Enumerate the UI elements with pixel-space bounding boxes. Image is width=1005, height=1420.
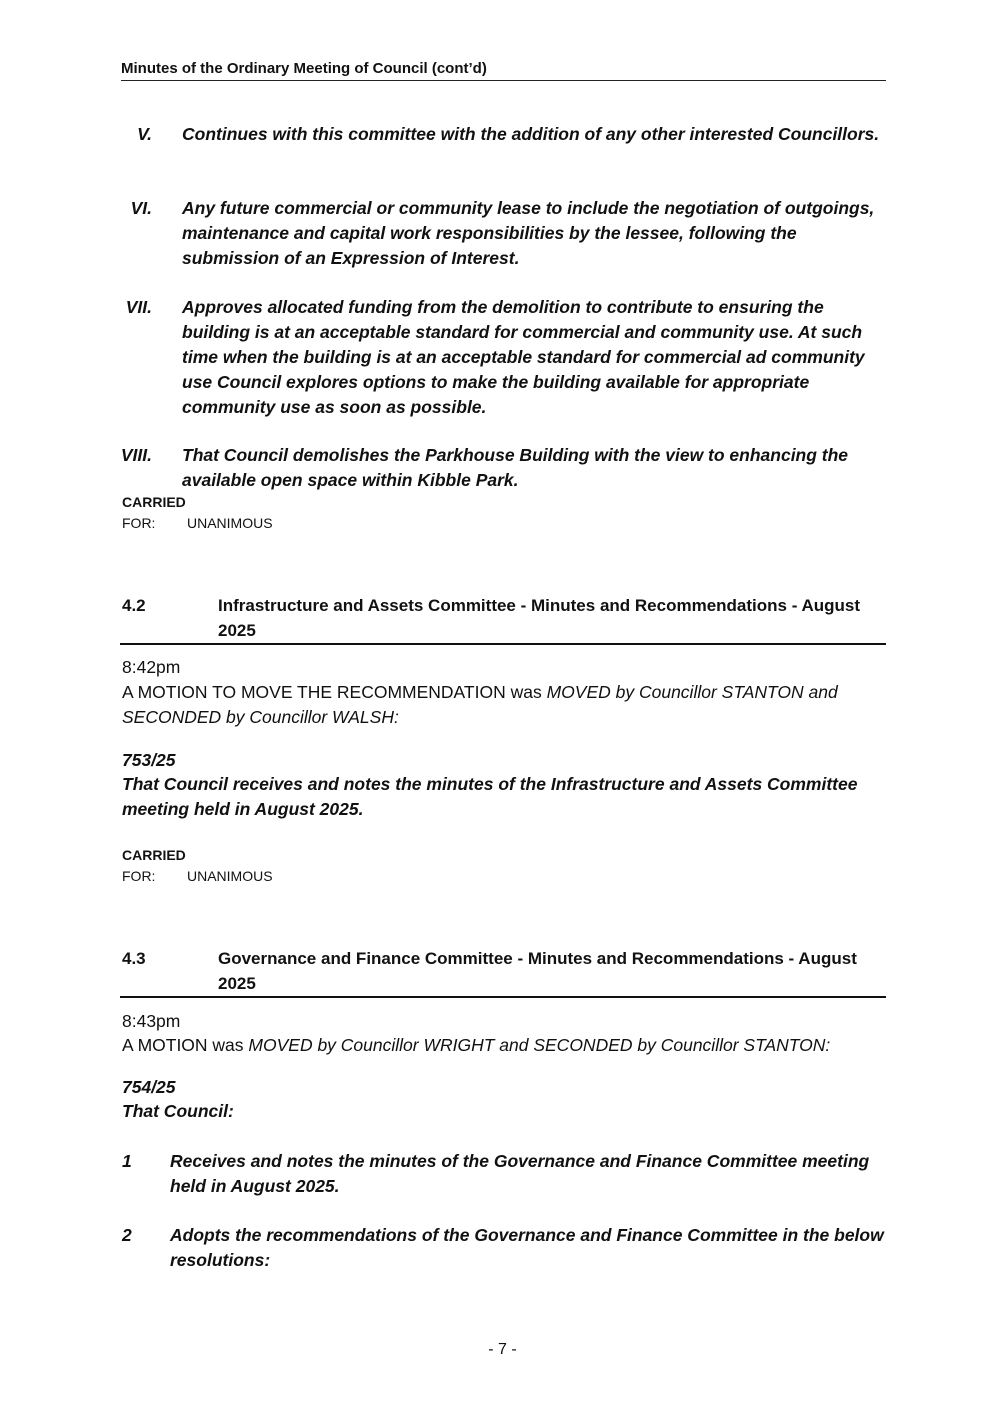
point-number: 1 <box>122 1151 132 1171</box>
item-text: That Council demolishes the Parkhouse Building with the view to enhancing the available open space within Kibble Park. <box>182 445 849 490</box>
vote-value: UNANIMOUS <box>187 868 273 884</box>
motion-time: 8:42pm <box>122 657 181 677</box>
motion-movers: MOVED by Councillor WRIGHT and SECONDED by Councillor STANTON: <box>248 1035 831 1055</box>
item-number: VI. <box>130 198 152 218</box>
motion-text <box>122 680 892 730</box>
section-number: 4.3 <box>122 949 146 968</box>
item-number: VIII. <box>120 445 152 465</box>
section-heading-4-2 <box>120 593 886 645</box>
point-text: Adopts the recommendations of the Governance and Finance Committee in the below resolutions: <box>170 1225 884 1270</box>
item-text: Approves allocated funding from the demolition to contribute to ensuring the building is at an acceptable standard for commercial and community use. At such time when the building is at an acceptable standard for commercial ad community use Council explores options to make the building available for appropriate community use as soon as possible. <box>182 297 865 417</box>
section-title: Governance and Finance Committee - Minutes and Recommendations - August 2025 <box>218 949 857 993</box>
resolution-number: 754/25 <box>122 1077 176 1097</box>
point-number: 2 <box>122 1225 132 1245</box>
item-text: Continues with this committee with the addition of any other interested Councillors. <box>182 124 880 144</box>
motion-time: 8:43pm <box>122 1011 181 1031</box>
carried-label: CARRIED <box>122 847 186 863</box>
motion-text <box>122 1033 892 1058</box>
page-number: - 7 - <box>488 1341 517 1358</box>
section-title: Infrastructure and Assets Committee - Minutes and Recommendations - August 2025 <box>218 596 860 640</box>
resolution-number: 753/25 <box>122 750 176 770</box>
vote-label: FOR: <box>122 868 156 884</box>
running-header: Minutes of the Ordinary Meeting of Council (cont’d) <box>121 60 886 81</box>
item-number: V. <box>137 124 152 144</box>
item-text: Any future commercial or community lease to include the negotiation of outgoings, maintenance and capital work responsibilities by the lessee, following the submission of an Expression of Interest. <box>182 198 875 268</box>
vote-label: FOR: <box>122 515 156 531</box>
vote-line <box>122 515 273 531</box>
vote-line <box>122 868 273 884</box>
section-number: 4.2 <box>122 596 146 615</box>
motion-plain: A MOTION was <box>122 1035 249 1055</box>
resolution-text: That Council receives and notes the minutes of the Infrastructure and Assets Committee meeting held in August 2025. <box>122 774 858 819</box>
carried-label: CARRIED <box>122 494 186 510</box>
point-text: Receives and notes the minutes of the Governance and Finance Committee meeting held in August 2025. <box>170 1151 870 1196</box>
section-heading-4-3 <box>120 946 886 998</box>
vote-value: UNANIMOUS <box>187 515 273 531</box>
resolution-intro: That Council: <box>122 1101 234 1121</box>
motion-plain: A MOTION TO MOVE THE RECOMMENDATION was <box>122 682 547 702</box>
motion-movers: MOVED by Councillor STANTON and SECONDED by Councillor WALSH: <box>122 682 838 727</box>
item-number: VII. <box>125 297 152 317</box>
